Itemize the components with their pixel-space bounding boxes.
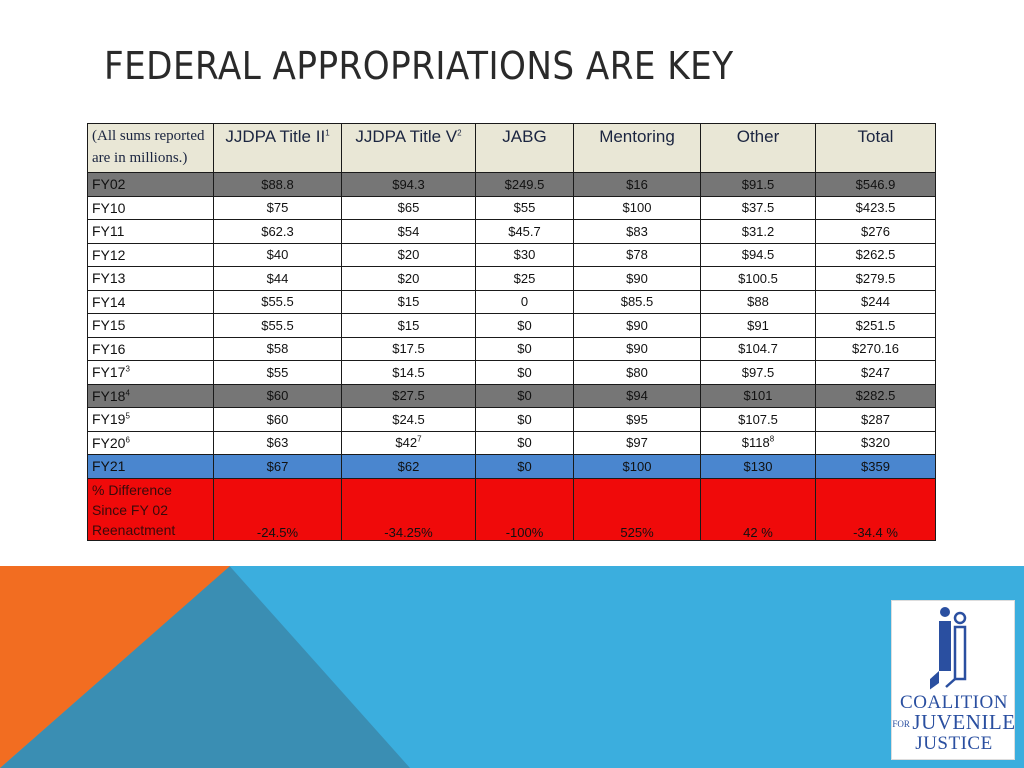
table-row bbox=[88, 314, 936, 338]
table-row bbox=[88, 361, 936, 385]
column-header: JJDPA Title $V^2$ bbox=[342, 124, 476, 173]
table-cell: $91 bbox=[701, 314, 816, 338]
table-cell: $\$118^8$ bbox=[701, 431, 816, 455]
table-cell: $37.5 bbox=[701, 196, 816, 220]
table-cell: $45.7 bbox=[476, 220, 574, 244]
table-cell: -100% bbox=[476, 478, 574, 540]
table-row bbox=[88, 384, 936, 408]
table-cell: $24.5 bbox=[342, 408, 476, 432]
table-cell: $91.5 bbox=[701, 173, 816, 197]
table-cell: $244 bbox=[816, 290, 936, 314]
table-cell: -34.4 % bbox=[816, 478, 936, 540]
row-label: FY02 bbox=[88, 173, 214, 197]
column-header: JABG bbox=[476, 124, 574, 173]
slide-title: FEDERAL APPROPRIATIONS ARE KEY bbox=[104, 44, 734, 88]
table-cell: $55 bbox=[476, 196, 574, 220]
row-label: FY16 bbox=[88, 337, 214, 361]
table-cell: $85.5 bbox=[574, 290, 701, 314]
table-row bbox=[88, 196, 936, 220]
table-cell: $104.7 bbox=[701, 337, 816, 361]
appropriations-table bbox=[87, 123, 936, 541]
table-cell: $54 bbox=[342, 220, 476, 244]
table-cell: $95 bbox=[574, 408, 701, 432]
table-row bbox=[88, 267, 936, 291]
table-cell: $83 bbox=[574, 220, 701, 244]
row-label: FY21 bbox=[88, 455, 214, 479]
table-cell: $62.3 bbox=[214, 220, 342, 244]
column-header: Other bbox=[701, 124, 816, 173]
row-label: FY15 bbox=[88, 314, 214, 338]
table-header-row bbox=[88, 124, 936, 173]
table-cell: $249.5 bbox=[476, 173, 574, 197]
table-cell: $94.5 bbox=[701, 243, 816, 267]
table-cell: $94 bbox=[574, 384, 701, 408]
table-cell: $80 bbox=[574, 361, 701, 385]
logo-line-justice: JUSTICE bbox=[915, 733, 993, 754]
logo-line-juvenile bbox=[892, 712, 1016, 733]
table-cell: $25 bbox=[476, 267, 574, 291]
table-cell: $97.5 bbox=[701, 361, 816, 385]
row-label: $FY17^3$ bbox=[88, 361, 214, 385]
table-cell: $44 bbox=[214, 267, 342, 291]
table-cell: $247 bbox=[816, 361, 936, 385]
logo-juvenile-word: JUVENILE bbox=[912, 710, 1016, 734]
table-cell: $90 bbox=[574, 267, 701, 291]
table-cell: $63 bbox=[214, 431, 342, 455]
table-cell: $17.5 bbox=[342, 337, 476, 361]
table-cell: $100.5 bbox=[701, 267, 816, 291]
table-cell: -24.5% bbox=[214, 478, 342, 540]
table-cell: $279.5 bbox=[816, 267, 936, 291]
row-label: FY14 bbox=[88, 290, 214, 314]
table-cell: $94.3 bbox=[342, 173, 476, 197]
table-row bbox=[88, 431, 936, 455]
table-cell: $270.16 bbox=[816, 337, 936, 361]
table-body bbox=[88, 173, 936, 541]
table-cell: $97 bbox=[574, 431, 701, 455]
table-cell: 42 % bbox=[701, 478, 816, 540]
table-cell: $90 bbox=[574, 314, 701, 338]
table-cell: $20 bbox=[342, 267, 476, 291]
table-cell: $75 bbox=[214, 196, 342, 220]
table-cell: $423.5 bbox=[816, 196, 936, 220]
table-cell: $320 bbox=[816, 431, 936, 455]
table-row bbox=[88, 478, 936, 540]
table-cell: $88.8 bbox=[214, 173, 342, 197]
table-cell: $0 bbox=[476, 408, 574, 432]
table-cell: $0 bbox=[476, 337, 574, 361]
row-label: $FY20^6$ bbox=[88, 431, 214, 455]
table-row bbox=[88, 220, 936, 244]
row-label: FY11 bbox=[88, 220, 214, 244]
jj-logo-icon bbox=[930, 605, 978, 691]
table-cell: $0 bbox=[476, 431, 574, 455]
column-header: Total bbox=[816, 124, 936, 173]
table-cell: $100 bbox=[574, 455, 701, 479]
table-cell: $30 bbox=[476, 243, 574, 267]
table-cell: -34.25% bbox=[342, 478, 476, 540]
table-cell: $15 bbox=[342, 290, 476, 314]
row-label: % Difference Since FY 02 Reenactment bbox=[88, 478, 214, 540]
table-cell: $287 bbox=[816, 408, 936, 432]
table-row bbox=[88, 173, 936, 197]
row-label: $FY18^4$ bbox=[88, 384, 214, 408]
table-cell: $58 bbox=[214, 337, 342, 361]
table-cell: $20 bbox=[342, 243, 476, 267]
table-cell: $55.5 bbox=[214, 314, 342, 338]
table-cell: $100 bbox=[574, 196, 701, 220]
table-cell: $0 bbox=[476, 314, 574, 338]
table-cell: $88 bbox=[701, 290, 816, 314]
table-cell: $0 bbox=[476, 455, 574, 479]
table-cell: $60 bbox=[214, 384, 342, 408]
table-cell: $90 bbox=[574, 337, 701, 361]
row-label: $FY19^5$ bbox=[88, 408, 214, 432]
table-cell: 525% bbox=[574, 478, 701, 540]
table-row bbox=[88, 455, 936, 479]
table-cell: $15 bbox=[342, 314, 476, 338]
table-cell: $101 bbox=[701, 384, 816, 408]
table-cell: $40 bbox=[214, 243, 342, 267]
table-row bbox=[88, 243, 936, 267]
table-row bbox=[88, 290, 936, 314]
table-cell: $282.5 bbox=[816, 384, 936, 408]
table-cell: $62 bbox=[342, 455, 476, 479]
table-cell: $14.5 bbox=[342, 361, 476, 385]
table-cell: $546.9 bbox=[816, 173, 936, 197]
coalition-logo bbox=[891, 600, 1015, 760]
table-cell: $0 bbox=[476, 384, 574, 408]
table-cell: $67 bbox=[214, 455, 342, 479]
logo-line-coalition: COALITION bbox=[900, 692, 1008, 713]
table-cell: $262.5 bbox=[816, 243, 936, 267]
row-label: FY10 bbox=[88, 196, 214, 220]
table-cell: $55.5 bbox=[214, 290, 342, 314]
logo-for: FOR bbox=[892, 718, 910, 729]
table-cell: $130 bbox=[701, 455, 816, 479]
table-cell: $107.5 bbox=[701, 408, 816, 432]
table-cell: $276 bbox=[816, 220, 936, 244]
table-row bbox=[88, 408, 936, 432]
table-cell: $359 bbox=[816, 455, 936, 479]
table-cell: $55 bbox=[214, 361, 342, 385]
row-label: FY12 bbox=[88, 243, 214, 267]
table-cell: $31.2 bbox=[701, 220, 816, 244]
table-row bbox=[88, 337, 936, 361]
table-cell: $78 bbox=[574, 243, 701, 267]
table-cell: 0 bbox=[476, 290, 574, 314]
row-label: FY13 bbox=[88, 267, 214, 291]
table-cell: $60 bbox=[214, 408, 342, 432]
column-header: JJDPA Title $II^1$ bbox=[214, 124, 342, 173]
column-header: Mentoring bbox=[574, 124, 701, 173]
corner-note: (All sums reported are in millions.) bbox=[88, 124, 214, 173]
table-cell: $27.5 bbox=[342, 384, 476, 408]
table-cell: $\$42^7$ bbox=[342, 431, 476, 455]
table-cell: $251.5 bbox=[816, 314, 936, 338]
table-cell: $0 bbox=[476, 361, 574, 385]
table-cell: $16 bbox=[574, 173, 701, 197]
table-cell: $65 bbox=[342, 196, 476, 220]
